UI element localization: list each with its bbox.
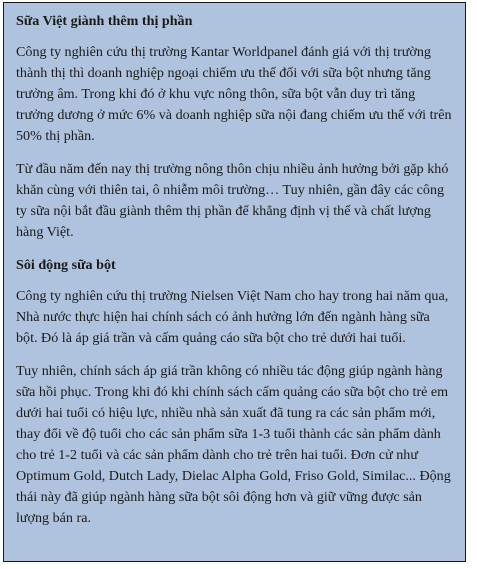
section-heading-milk-powder: Sôi động sữa bột xyxy=(16,257,116,273)
section-heading-viet-milk: Sữa Việt giành thêm thị phần xyxy=(16,13,193,29)
paragraph-nielsen: Công ty nghiên cứu thị trường Nielsen Việt Nam cho hay trong hai năm qua, Nhà nước thực hiện hai chính sách có ảnh hưởng lớn đến ngành hàng sữa bột. Đó là áp giá trần và cấm quảng cáo sữa bột cho trẻ dưới hai tuổi. xyxy=(16,288,449,346)
paragraph-rural-market: Từ đầu năm đến nay thị trường nông thôn chịu nhiều ảnh hưởng bởi gặp khó khăn cùng với thiên tai, ô nhiễm môi trường… Tuy nhiên, gần đây các công ty sữa nội bắt đầu giành thêm thị phần để khẳng định vị thế và chất lượng hàng Việt. xyxy=(16,161,449,240)
paragraph-kantar: Công ty nghiên cứu thị trường Kantar Worldpanel đánh giá với thị trường thành thị thì doanh nghiệp ngoại chiếm ưu thế đối với sữa bột nhưng tăng trưởng âm. Trong khi đó ở khu vực nông thôn, sữa bột vẫn duy trì tăng trưởng dương ở mức 6% và doanh nghiệp sữa nội đang chiếm ưu thế với trên 50% thị phần. xyxy=(16,44,452,144)
paragraph-price-cap: Tuy nhiên, chính sách áp giá trần không có nhiều tác động giúp ngành hàng sữa hồi phục. Trong khi đó khi chính sách cấm quảng cáo sữa bột cho trẻ em dưới hai tuổi có hiệu lực, nhiều nhà sản xuất đã tung ra các sản phẩm mới, thay đổi về độ tuổi cho các sản phẩm sữa 1-3 tuổi thành các sản phẩm dành cho trẻ 1-2 tuổi và các sản phẩm dành cho trẻ trên hai tuổi. Đơn cử như Optimum Gold, Dutch Lady, Dielac Alpha Gold, Friso Gold, Similac... Động thái này đã giúp ngành hàng sữa bột sôi động hơn và giữ vững được sản lượng bán ra. xyxy=(16,363,451,526)
article-box xyxy=(3,2,466,562)
